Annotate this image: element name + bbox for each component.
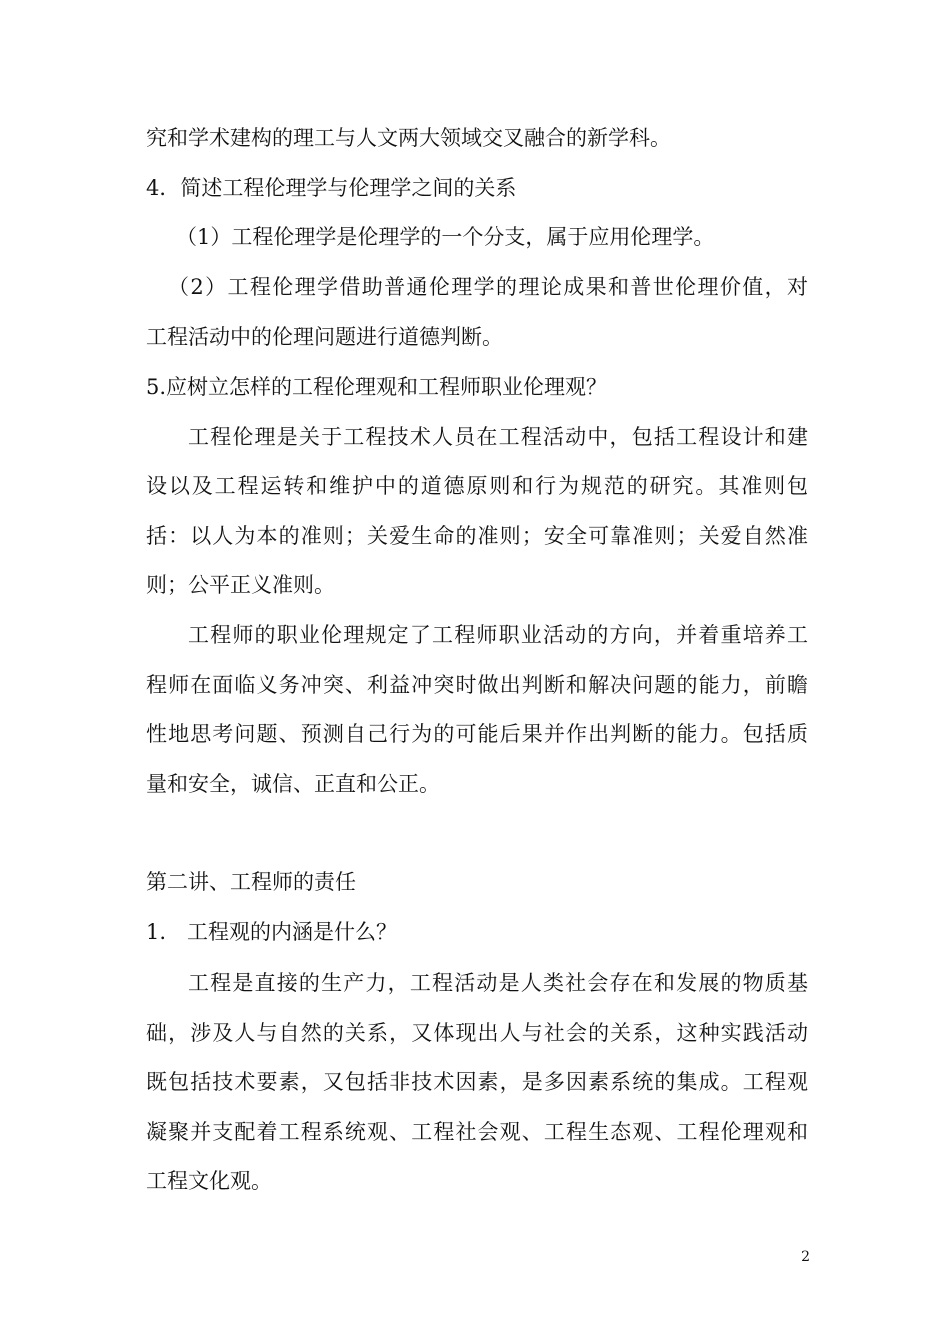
text-line: 则；公平正义准则。 <box>146 573 335 597</box>
page-number: 2 <box>801 1249 810 1265</box>
text-line: （2）工程伦理学借助普通伦理学的理论成果和普世伦理价值，对 <box>168 275 808 299</box>
text-line: （1）工程伦理学是伦理学的一个分支，属于应用伦理学。 <box>176 225 715 249</box>
text-line: 既包括技术要素，又包括非技术因素，是多因素系统的集成。工程观 <box>146 1070 808 1094</box>
text-line: 工程文化观。 <box>146 1169 272 1193</box>
question-heading: 4．简述工程伦理学与伦理学之间的关系 <box>146 176 517 200</box>
question-heading: 5.应树立怎样的工程伦理观和工程师职业伦理观？ <box>146 375 608 399</box>
paragraph-first-line: 工程师的职业伦理规定了工程师职业活动的方向，并着重培养工 <box>188 623 808 647</box>
section-heading: 第二讲、工程师的责任 <box>146 870 356 894</box>
text-line: 程师在面临义务冲突、利益冲突时做出判断和解决问题的能力，前瞻 <box>146 673 808 697</box>
text-line: 设以及工程运转和维护中的道德原则和行为规范的研究。其准则包 <box>146 474 808 498</box>
text-line: 量和安全，诚信、正直和公正。 <box>146 772 440 796</box>
text-line: 础，涉及人与自然的关系，又体现出人与社会的关系，这种实践活动 <box>146 1021 808 1045</box>
paragraph-first-line: 工程是直接的生产力，工程活动是人类社会存在和发展的物质基 <box>188 971 808 995</box>
paragraph-first-line: 工程伦理是关于工程技术人员在工程活动中，包括工程设计和建 <box>188 425 808 449</box>
text-line: 究和学术建构的理工与人文两大领域交叉融合的新学科。 <box>146 126 671 150</box>
text-line: 括：以人为本的准则；关爱生命的准则；安全可靠准则；关爱自然准 <box>146 524 808 548</box>
text-line: 性地思考问题、预测自己行为的可能后果并作出判断的能力。包括质 <box>146 722 808 746</box>
question-heading: 1. 工程观的内涵是什么？ <box>146 920 398 944</box>
text-line: 凝聚并支配着工程系统观、工程社会观、工程生态观、工程伦理观和 <box>146 1120 808 1144</box>
text-line: 工程活动中的伦理问题进行道德判断。 <box>146 325 503 349</box>
